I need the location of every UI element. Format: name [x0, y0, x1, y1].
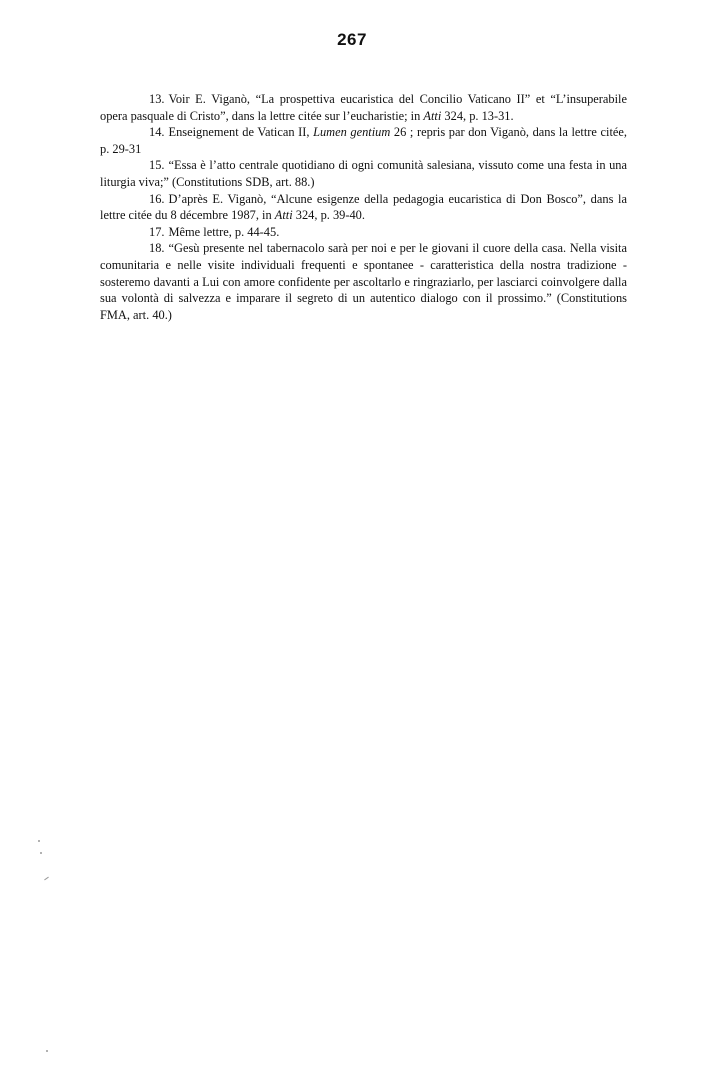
footnote-text-end: 324, p. 13-31.: [441, 108, 514, 123]
footnote-number: 18.: [149, 241, 165, 256]
footnote-16: [100, 191, 627, 224]
footnote-text: Voir E. Viganò, “La prospettiva eucaristica del Concilio Vaticano II” et “L’insuperabile opera pasquale di Cristo”, dans la lettre citée sur l’eucharistie; in: [100, 92, 627, 123]
footnote-text: “Gesù presente nel tabernacolo sarà per noi e per le giovani il cuore della casa. Nella visita comunitaria e nelle visite individuali frequenti e spontanee - caratteristica della nostra tradizione - sosteremo davanti a Lui con amore confidente per ascoltarlo e ringraziarlo, per lasciarci coinvolgere dalla sua volontà di salvezza e imparare il segreto di un autentico dialogo con il prossimo.” (Constitutions FMA, art. 40.): [100, 241, 627, 322]
footnotes: [100, 91, 627, 323]
footnote-text: Enseignement de Vatican II,: [168, 125, 314, 140]
scan-speck: [38, 840, 40, 842]
footnote-number: 14.: [149, 125, 165, 140]
footnote-text: D’après E. Viganò, “Alcune esigenze della pedagogia eucaristica di Don Bosco”, dans la lettre citée du 8 décembre 1987, in: [100, 191, 627, 223]
scan-speck: [40, 852, 42, 854]
footnote-17: [100, 224, 627, 241]
page-number: 267: [337, 30, 367, 49]
footnote-italic: Lumen gentium: [313, 125, 391, 140]
footnote-text: Même lettre, p. 44-45.: [168, 224, 280, 239]
footnote-number: 16.: [149, 191, 165, 206]
footnote-18: [100, 240, 627, 323]
footnote-13: [100, 91, 627, 124]
footnote-italic: Atti: [423, 108, 442, 123]
footnote-14: [100, 124, 627, 157]
footnote-italic: Atti: [274, 208, 293, 223]
footnote-text-end: 324, p. 39-40.: [292, 208, 365, 223]
footnote-number: 17.: [149, 224, 165, 239]
footnote-text: “Essa è l’atto centrale quotidiano di ogni comunità salesiana, vissuto come una festa in una liturgia viva;” (Constitutions SDB, art. 88.): [100, 158, 627, 189]
footnote-text-end: 26 ; repris par don Viganò, dans la lettre citée, p. 29-31: [100, 125, 627, 156]
scan-speck: [44, 877, 49, 881]
footnote-number: 13.: [149, 92, 165, 106]
footnote-number: 15.: [149, 158, 165, 173]
scan-speck: [46, 1050, 48, 1052]
footnote-15: [100, 157, 627, 190]
